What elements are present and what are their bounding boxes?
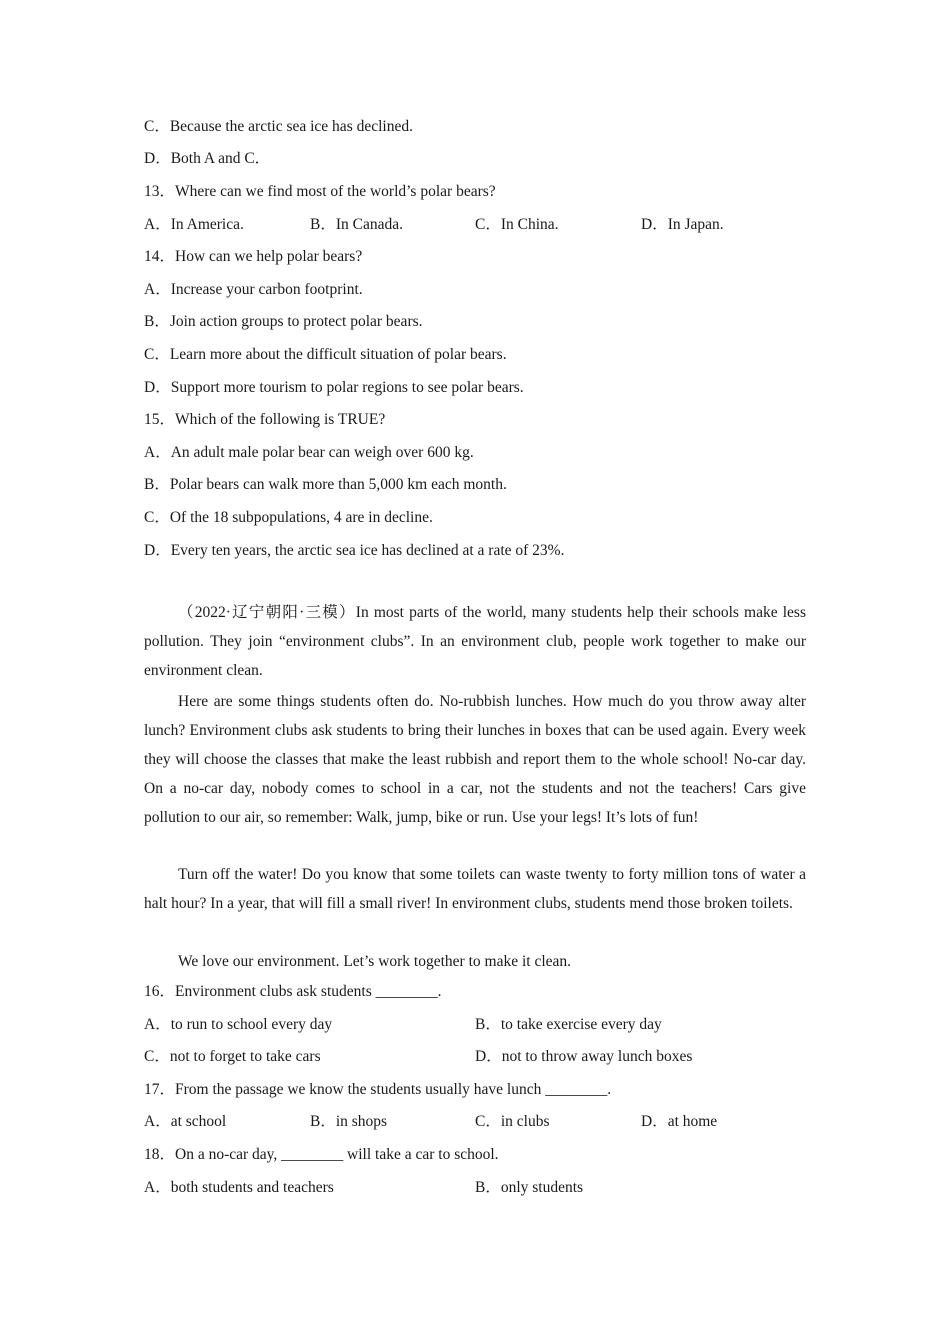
- q18-option-b: B．only students: [475, 1179, 584, 1196]
- q14-stem: 14．How can we help polar bears?: [144, 248, 363, 265]
- q15-option-a: A．An adult male polar bear can weigh over 600 kg.: [144, 444, 474, 461]
- q17-stem: 17．From the passage we know the students usually have lunch ________.: [144, 1081, 612, 1098]
- q18-stem: 18．On a no-car day, ________ will take a car to school.: [144, 1146, 499, 1163]
- q14-option-a: A．Increase your carbon footprint.: [144, 281, 363, 298]
- q13-stem: 13．Where can we find most of the world’s polar bears?: [144, 183, 496, 200]
- q13-option-b: B．In Canada.: [310, 216, 403, 233]
- passage-paragraph-4: We love our environment. Let’s work together to make it clean.: [178, 953, 572, 970]
- q14-option-d: D．Support more tourism to polar regions to see polar bears.: [144, 379, 524, 396]
- q16-option-c: C．not to forget to take cars: [144, 1048, 321, 1065]
- q12-option-c: C．Because the arctic sea ice has declined.: [144, 118, 413, 135]
- q14-option-b: B．Join action groups to protect polar bears.: [144, 313, 423, 330]
- q17-option-c: C．in clubs: [475, 1113, 550, 1130]
- q12-option-d: D．Both A and C．: [144, 150, 271, 167]
- q17-option-b: B．in shops: [310, 1113, 388, 1130]
- q16-option-b: B．to take exercise every day: [475, 1016, 662, 1033]
- q16-option-d: D．not to throw away lunch boxes: [475, 1048, 693, 1065]
- q15-option-d: D．Every ten years, the arctic sea ice has declined at a rate of 23%.: [144, 542, 565, 559]
- q17-option-a: A．at school: [144, 1113, 227, 1130]
- q15-option-b: B．Polar bears can walk more than 5,000 km each month.: [144, 476, 507, 493]
- q16-stem: 16．Environment clubs ask students ________.: [144, 983, 442, 1000]
- q16-option-a: A．to run to school every day: [144, 1016, 333, 1033]
- q15-option-c: C．Of the 18 subpopulations, 4 are in decline.: [144, 509, 433, 526]
- passage-paragraph-3: Turn off the water! Do you know that some toilets can waste twenty to forty million tons of water a halt hour? In a year, that will fill a small river! In environment clubs, students mend those broken toilets.: [144, 866, 806, 912]
- q13-option-a: A．In America.: [144, 216, 244, 233]
- q14-option-c: C．Learn more about the difficult situation of polar bears.: [144, 346, 507, 363]
- q18-option-a: A．both students and teachers: [144, 1179, 334, 1196]
- passage-paragraph-2: Here are some things students often do. No-rubbish lunches. How much do you throw away alter lunch? Environment clubs ask students to bring their lunches in boxes that can be used again. Every week they will choose the classes that make the least rubbish and report them to the whole school! No-car day. On a no-car day, nobody comes to school in a car, not the students and not the teachers! Cars give pollution to our air, so remember: Walk, jump, bike or run. Use your legs! It’s lots of fun!: [144, 693, 806, 826]
- q17-option-d: D．at home: [641, 1113, 718, 1130]
- q13-option-d: D．In Japan.: [641, 216, 724, 233]
- q13-option-c: C．In China.: [475, 216, 559, 233]
- passage-paragraph-1: （2022·辽宁朝阳·三模）In most parts of the world, many students help their schools make less pollution. They join “environment clubs”. In an environment club, people work together to make our environment clean.: [144, 604, 806, 679]
- q15-stem: 15．Which of the following is TRUE?: [144, 411, 386, 428]
